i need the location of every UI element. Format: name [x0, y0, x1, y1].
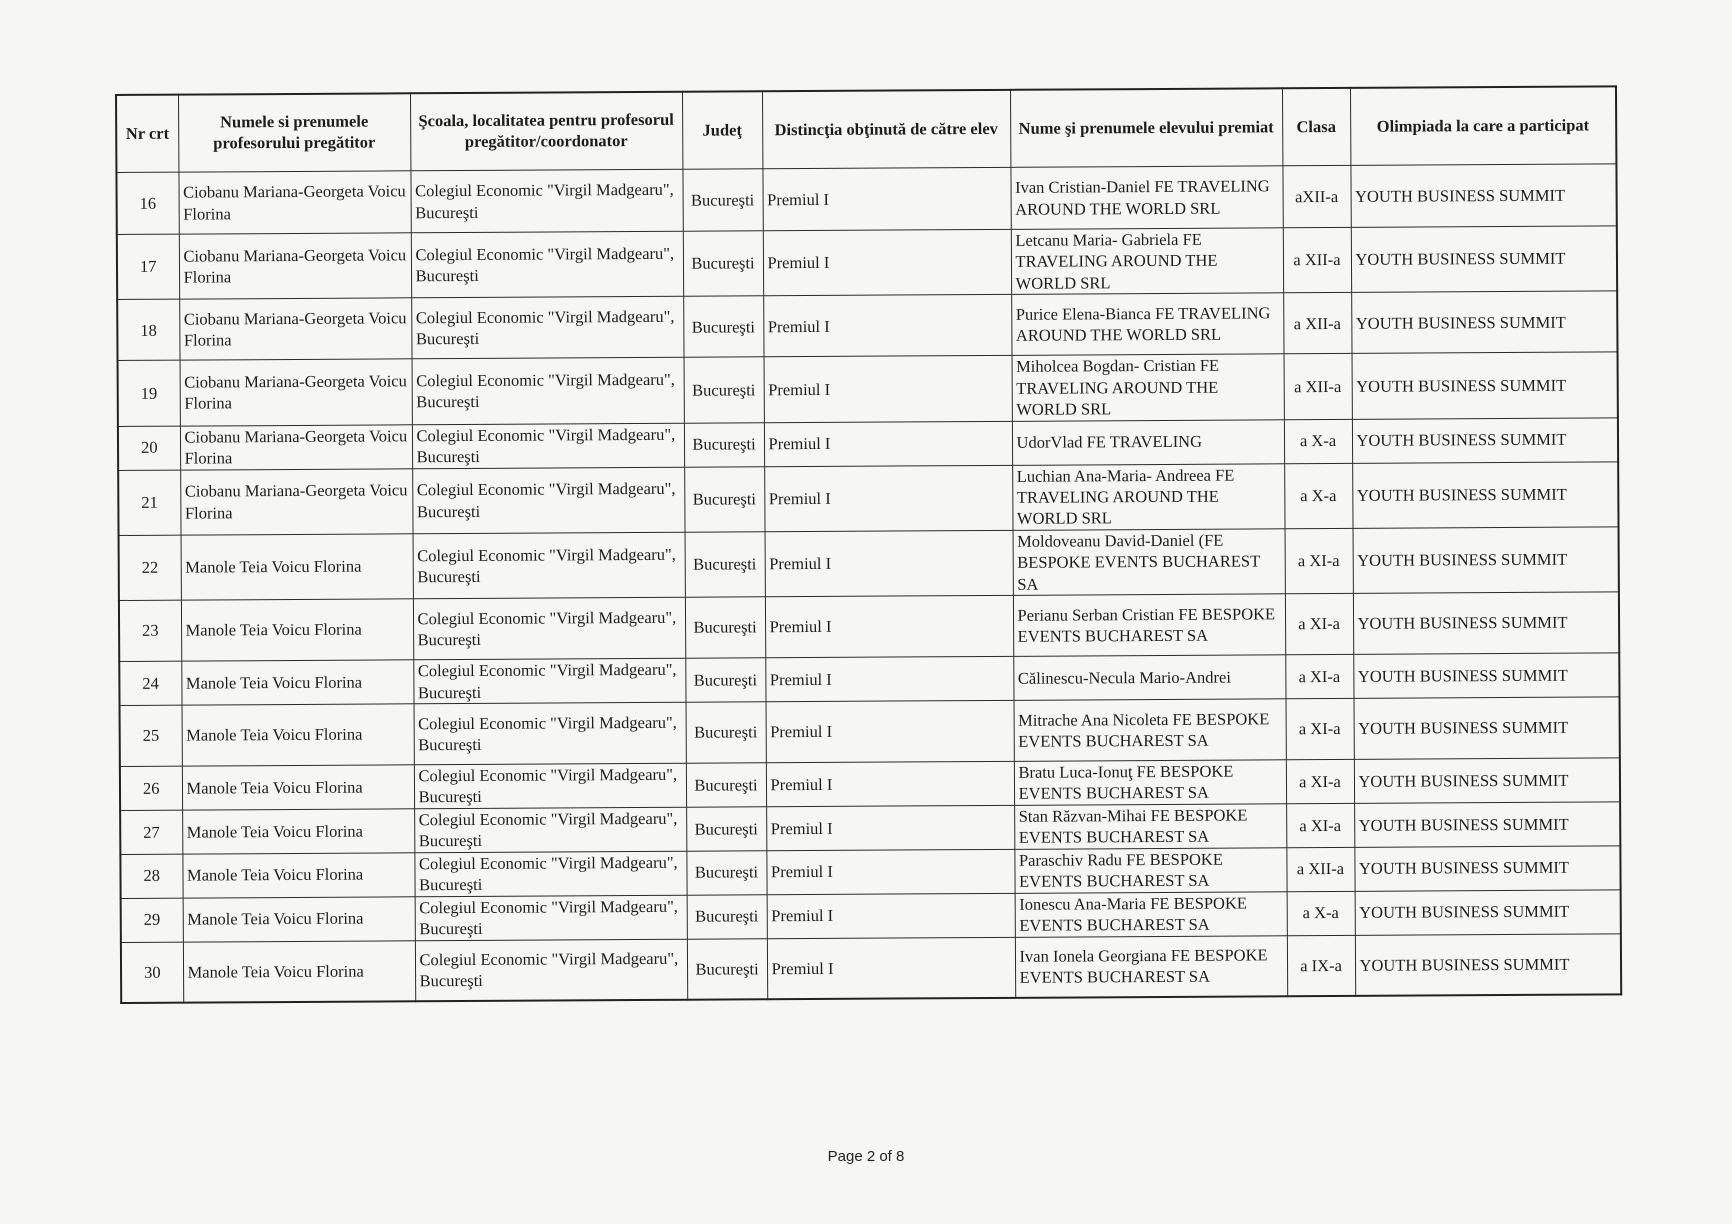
teacher-name-cell: Manole Teia Voicu Florina: [181, 534, 413, 601]
county-cell: Bucureşti: [685, 597, 765, 658]
table-row: [116, 164, 1616, 235]
school-name-cell: Colegiul Economic "Virgil Madgearu", Bucureşti: [414, 851, 686, 896]
student-name-cell: Bratu Luca-Ionuţ FE BESPOKE EVENTS BUCHAREST SA: [1014, 760, 1286, 805]
county-cell: Bucureşti: [686, 807, 766, 851]
row-number-cell: 17: [117, 234, 179, 300]
school-name-cell: Colegiul Economic "Virgil Madgearu", Bucureşti: [410, 169, 682, 233]
olympiad-name-cell: YOUTH BUSINESS SUMMIT: [1353, 527, 1619, 594]
olympiad-name-cell: YOUTH BUSINESS SUMMIT: [1352, 352, 1618, 419]
student-name-cell: Perianu Serban Cristian FE BESPOKE EVENTS BUCHAREST SA: [1013, 594, 1285, 657]
teacher-name-cell: Manole Teia Voicu Florina: [181, 599, 413, 661]
olympiad-name-cell: YOUTH BUSINESS SUMMIT: [1352, 417, 1618, 462]
distinction-cell: Premiul I: [764, 465, 1012, 532]
olympiad-name-cell: YOUTH BUSINESS SUMMIT: [1355, 889, 1621, 934]
row-number-cell: 18: [117, 299, 179, 360]
distinction-cell: Premiul I: [765, 530, 1013, 597]
row-number-cell: 30: [121, 942, 183, 1003]
county-cell: Bucureşti: [684, 422, 764, 466]
distinction-cell: Premiul I: [762, 167, 1010, 230]
county-cell: Bucureşti: [684, 466, 764, 532]
student-name-cell: Paraschiv Radu FE BESPOKE EVENTS BUCHAREST SA: [1014, 848, 1286, 893]
table-body: [116, 164, 1621, 1003]
distinction-cell: Premiul I: [764, 421, 1012, 466]
row-number-cell: 19: [118, 360, 180, 426]
distinction-cell: Premiul I: [763, 229, 1011, 296]
header-row: [116, 86, 1616, 172]
school-name-cell: Colegiul Economic "Virgil Madgearu", Bucureşti: [411, 297, 683, 360]
row-number-cell: 28: [120, 854, 182, 898]
distinction-cell: Premiul I: [767, 893, 1015, 938]
school-name-cell: Colegiul Economic "Virgil Madgearu", Bucureşti: [413, 532, 685, 599]
table-row: [119, 592, 1619, 662]
distinction-cell: Premiul I: [766, 761, 1014, 806]
student-name-cell: Ivan Cristian-Daniel FE TRAVELING AROUND THE WORLD SRL: [1010, 166, 1282, 230]
class-level-cell: a XI-a: [1286, 759, 1354, 803]
county-cell: Bucureşti: [687, 938, 767, 999]
awards-table: [115, 85, 1622, 1004]
olympiad-name-cell: YOUTH BUSINESS SUMMIT: [1354, 802, 1620, 847]
school-name-cell: Colegiul Economic "Virgil Madgearu", Bucureşti: [412, 467, 684, 534]
teacher-name-cell: Ciobanu Mariana-Georgeta Voicu Florina: [180, 468, 412, 535]
distinction-cell: Premiul I: [765, 595, 1013, 657]
row-number-cell: 23: [119, 600, 181, 661]
school-name-cell: Colegiul Economic "Virgil Madgearu", Bucureşti: [415, 939, 687, 1002]
school-name-cell: Colegiul Economic "Virgil Madgearu", Bucureşti: [414, 807, 686, 852]
distinction-cell: Premiul I: [766, 700, 1014, 762]
olympiad-name-cell: YOUTH BUSINESS SUMMIT: [1354, 697, 1620, 760]
teacher-name-cell: Manole Teia Voicu Florina: [183, 940, 415, 1002]
teacher-name-cell: Ciobanu Mariana-Georgeta Voicu Florina: [180, 359, 412, 426]
teacher-name-cell: Ciobanu Mariana-Georgeta Voicu Florina: [179, 298, 411, 360]
header-olympiad: Olimpiada la care a participat: [1350, 86, 1616, 165]
student-name-cell: Purice Elena-Bianca FE TRAVELING AROUND THE WORLD SRL: [1011, 293, 1283, 356]
county-cell: Bucureşti: [683, 231, 763, 297]
row-number-cell: 21: [118, 470, 180, 536]
school-name-cell: Colegiul Economic "Virgil Madgearu", Bucureşti: [413, 658, 685, 703]
teacher-name-cell: Manole Teia Voicu Florina: [182, 704, 414, 766]
class-level-cell: a XI-a: [1285, 594, 1353, 655]
class-level-cell: a XII-a: [1283, 293, 1351, 354]
teacher-name-cell: Manole Teia Voicu Florina: [183, 896, 415, 941]
class-level-cell: a X-a: [1284, 463, 1352, 529]
school-name-cell: Colegiul Economic "Virgil Madgearu", Bucureşti: [415, 895, 687, 940]
table-row: [121, 933, 1621, 1003]
county-cell: Bucureşti: [685, 532, 765, 598]
teacher-name-cell: Manole Teia Voicu Florina: [182, 809, 414, 854]
olympiad-name-cell: YOUTH BUSINESS SUMMIT: [1352, 461, 1618, 528]
awards-table-container: [115, 85, 1620, 1004]
student-name-cell: UdorVlad FE TRAVELING: [1012, 419, 1284, 464]
class-level-cell: a XI-a: [1285, 655, 1353, 699]
student-name-cell: Stan Răzvan-Mihai FE BESPOKE EVENTS BUCHAREST SA: [1014, 804, 1286, 849]
header-class: Clasa: [1282, 88, 1350, 166]
header-teacher: Numele si prenumele profesorului pregătitor: [178, 93, 410, 172]
county-cell: Bucureşti: [686, 702, 766, 763]
table-row: [117, 226, 1617, 300]
class-level-cell: a XII-a: [1283, 227, 1351, 293]
school-name-cell: Colegiul Economic "Virgil Madgearu", Bucureşti: [412, 358, 684, 425]
table-row: [119, 527, 1619, 601]
teacher-name-cell: Manole Teia Voicu Florina: [182, 765, 414, 810]
olympiad-name-cell: YOUTH BUSINESS SUMMIT: [1351, 291, 1617, 354]
school-name-cell: Colegiul Economic "Virgil Madgearu", Bucureşti: [411, 231, 683, 298]
class-level-cell: a XI-a: [1285, 528, 1353, 594]
student-name-cell: Ivan Ionela Georgiana FE BESPOKE EVENTS BUCHAREST SA: [1015, 935, 1287, 998]
row-number-cell: 24: [119, 661, 181, 705]
county-cell: Bucureşti: [684, 357, 764, 423]
row-number-cell: 29: [121, 898, 183, 942]
olympiad-name-cell: YOUTH BUSINESS SUMMIT: [1354, 758, 1620, 803]
county-cell: Bucureşti: [683, 296, 763, 357]
distinction-cell: Premiul I: [765, 656, 1013, 701]
class-level-cell: a X-a: [1284, 419, 1352, 463]
class-level-cell: aXII-a: [1282, 165, 1350, 227]
school-name-cell: Colegiul Economic "Virgil Madgearu", Bucureşti: [414, 702, 686, 765]
olympiad-name-cell: YOUTH BUSINESS SUMMIT: [1353, 592, 1619, 655]
class-level-cell: a XI-a: [1286, 803, 1354, 847]
row-number-cell: 16: [116, 172, 178, 234]
page-number: Page 2 of 8: [827, 1148, 905, 1165]
class-level-cell: a XII-a: [1284, 354, 1352, 420]
school-name-cell: Colegiul Economic "Virgil Madgearu", Bucureşti: [412, 423, 684, 468]
table-row: [120, 697, 1620, 767]
student-name-cell: Luchian Ana-Maria- Andreea FE TRAVELING AROUND THE WORLD SRL: [1012, 463, 1284, 530]
teacher-name-cell: Ciobanu Mariana-Georgeta Voicu Florina: [178, 171, 410, 234]
county-cell: Bucureşti: [685, 658, 765, 702]
student-name-cell: Miholcea Bogdan- Cristian FE TRAVELING AROUND THE WORLD SRL: [1012, 354, 1284, 421]
table-row: [118, 352, 1618, 426]
row-number-cell: 25: [120, 705, 182, 766]
student-name-cell: Letcanu Maria- Gabriela FE TRAVELING AROUND THE WORLD SRL: [1011, 228, 1283, 295]
olympiad-name-cell: YOUTH BUSINESS SUMMIT: [1350, 164, 1616, 228]
student-name-cell: Mitrache Ana Nicoleta FE BESPOKE EVENTS BUCHAREST SA: [1014, 699, 1286, 762]
distinction-cell: Premiul I: [766, 849, 1014, 894]
teacher-name-cell: Ciobanu Mariana-Georgeta Voicu Florina: [180, 424, 412, 469]
table-row: [118, 461, 1618, 535]
class-level-cell: a XII-a: [1286, 847, 1354, 891]
row-number-cell: 27: [120, 810, 182, 854]
row-number-cell: 26: [120, 766, 182, 810]
header-school: Şcoala, localitatea pentru profesorul pregătitor/coordonator: [410, 92, 682, 171]
student-name-cell: Moldoveanu David-Daniel (FE BESPOKE EVENTS BUCHAREST SA: [1013, 529, 1285, 596]
header-nr: Nr crt: [116, 95, 178, 173]
class-level-cell: a XI-a: [1286, 698, 1354, 759]
school-name-cell: Colegiul Economic "Virgil Madgearu", Bucureşti: [413, 597, 685, 660]
distinction-cell: Premiul I: [763, 295, 1011, 357]
header-county: Judeţ: [682, 91, 762, 169]
teacher-name-cell: Ciobanu Mariana-Georgeta Voicu Florina: [179, 233, 411, 300]
teacher-name-cell: Manole Teia Voicu Florina: [182, 853, 414, 898]
distinction-cell: Premiul I: [767, 937, 1015, 999]
county-cell: Bucureşti: [687, 894, 767, 938]
student-name-cell: Călinescu-Necula Mario-Andrei: [1013, 655, 1285, 700]
class-level-cell: a X-a: [1287, 891, 1355, 935]
olympiad-name-cell: YOUTH BUSINESS SUMMIT: [1353, 653, 1619, 698]
school-name-cell: Colegiul Economic "Virgil Madgearu", Bucureşti: [414, 763, 686, 808]
teacher-name-cell: Manole Teia Voicu Florina: [181, 660, 413, 705]
student-name-cell: Ionescu Ana-Maria FE BESPOKE EVENTS BUCHAREST SA: [1015, 891, 1287, 936]
class-level-cell: a IX-a: [1287, 935, 1355, 996]
table-row: [117, 291, 1617, 361]
olympiad-name-cell: YOUTH BUSINESS SUMMIT: [1355, 933, 1621, 996]
row-number-cell: 20: [118, 426, 180, 470]
distinction-cell: Premiul I: [766, 805, 1014, 850]
county-cell: Bucureşti: [686, 763, 766, 807]
olympiad-name-cell: YOUTH BUSINESS SUMMIT: [1354, 846, 1620, 891]
county-cell: Bucureşti: [686, 851, 766, 895]
header-student: Nume şi prenumele elevului premiat: [1010, 88, 1282, 167]
olympiad-name-cell: YOUTH BUSINESS SUMMIT: [1351, 226, 1617, 293]
row-number-cell: 22: [119, 535, 181, 601]
distinction-cell: Premiul I: [764, 356, 1012, 423]
county-cell: Bucureşti: [682, 169, 762, 231]
header-distinction: Distincţia obţinută de către elev: [762, 90, 1010, 169]
